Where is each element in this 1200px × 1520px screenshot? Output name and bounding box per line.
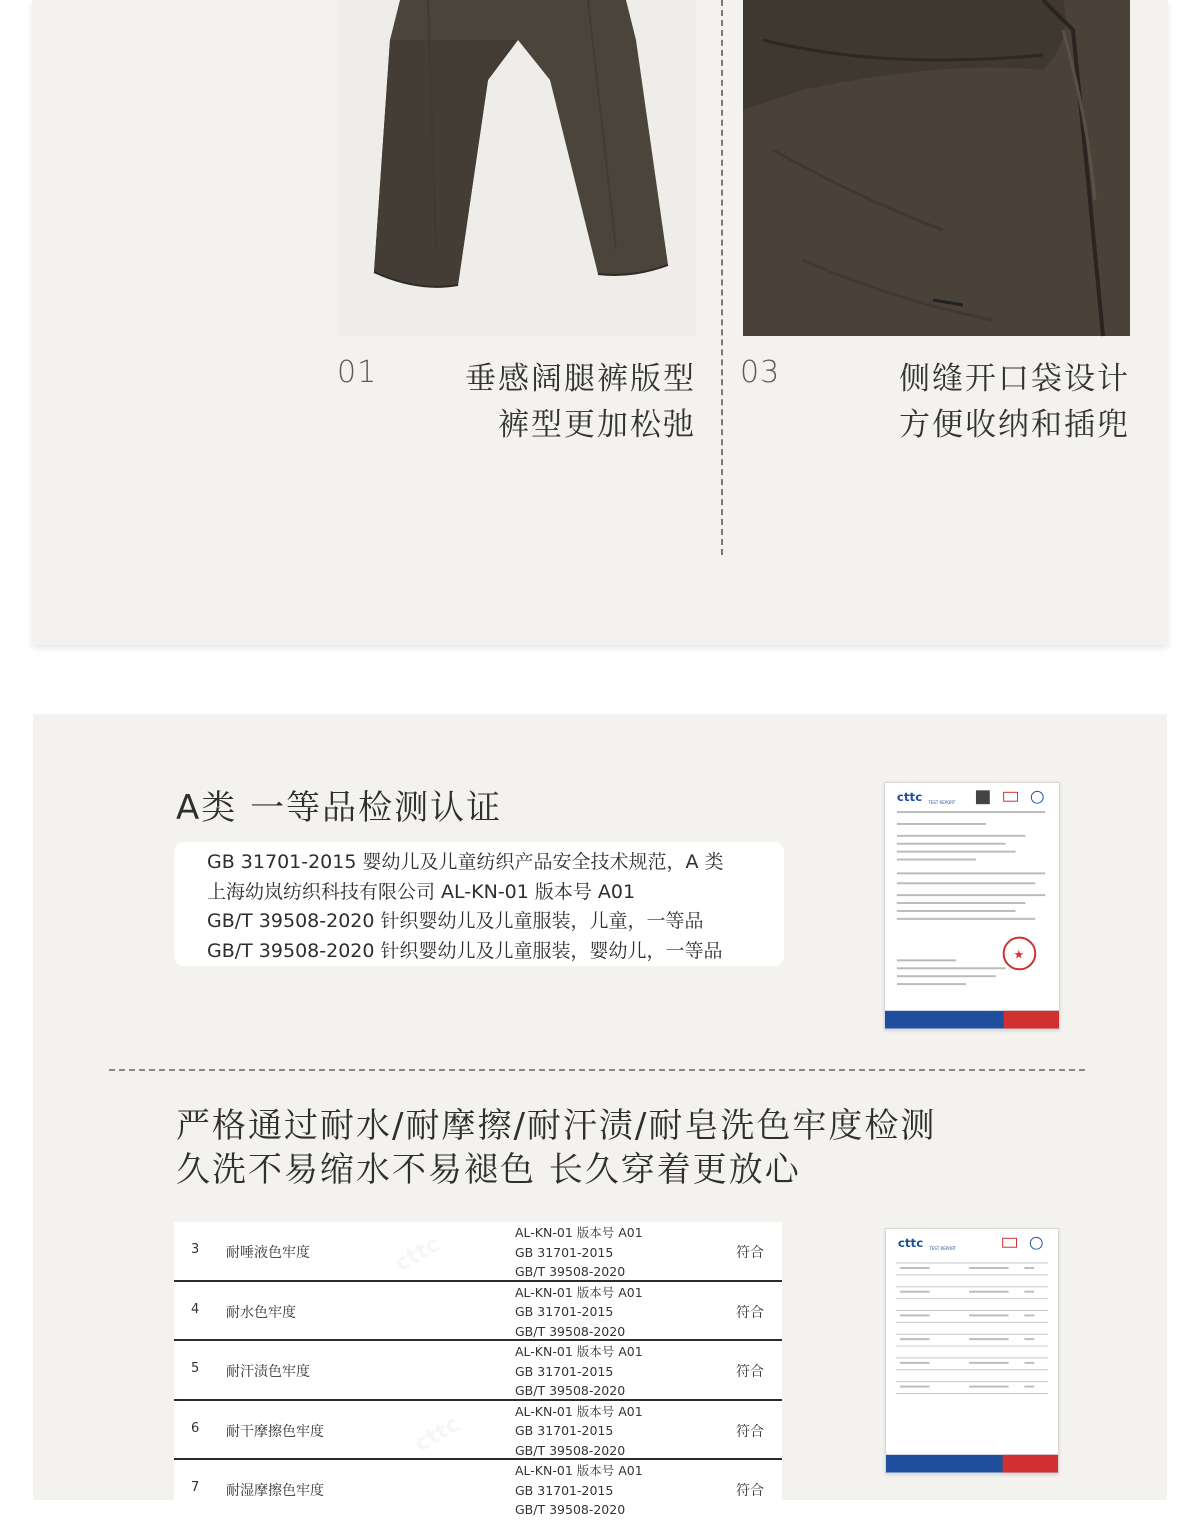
table-row — [174, 1401, 782, 1461]
heading-line: 严格通过耐水/耐摩擦/耐汗渍/耐皂洗色牢度检测 — [176, 1106, 937, 1146]
standard-item: GB 31701-2015 婴幼儿及儿童纺织产品安全技术规范，A 类 — [207, 851, 724, 873]
test-result: 符合 — [736, 1483, 764, 1499]
row-number: 3 — [191, 1242, 200, 1257]
standard: AL-KN-01 版本号 A01 — [515, 1225, 643, 1240]
standard: GB/T 39508-2020 — [515, 1264, 626, 1279]
test-result: 符合 — [736, 1364, 764, 1380]
table-row — [174, 1282, 782, 1342]
test-item: 耐汗渍色牢度 — [226, 1364, 310, 1380]
vertical-divider — [721, 0, 723, 555]
colorfastness-heading — [176, 1104, 936, 1192]
test-result: 符合 — [736, 1245, 764, 1261]
test-standards — [515, 1342, 643, 1401]
feature-number: 01 — [337, 355, 378, 390]
standard: GB 31701-2015 — [515, 1304, 614, 1319]
test-result: 符合 — [736, 1423, 764, 1440]
standard: GB 31701-2015 — [515, 1244, 614, 1260]
report-logo: cttc — [896, 790, 923, 805]
test-standards — [515, 1283, 643, 1342]
heading-line: 久洗不易缩水不易褪色 长久穿着更放心 — [176, 1150, 801, 1190]
colorfastness-table — [174, 1222, 782, 1520]
test-standards — [515, 1402, 643, 1461]
feature-line: 裤型更加松弛 — [498, 407, 696, 443]
table-row — [174, 1341, 782, 1401]
test-item: 耐干摩擦色牢度 — [226, 1423, 324, 1440]
standard: GB 31701-2015 — [515, 1363, 614, 1379]
side-pocket-closeup-photo — [743, 0, 1130, 336]
feature-description-side-pocket — [832, 356, 1130, 448]
svg-text:★: ★ — [1013, 947, 1025, 962]
standard: AL-KN-01 版本号 A01 — [515, 1403, 643, 1419]
report-label: TEST REPORT — [928, 800, 956, 806]
feature-description-wide-leg — [432, 356, 696, 448]
table-row — [174, 1222, 782, 1282]
report-logo: cttc — [897, 1236, 924, 1251]
report-label: TEST REPORT — [929, 1246, 957, 1252]
standard: GB 31701-2015 — [515, 1423, 614, 1438]
test-item: 耐唾液色牢度 — [226, 1245, 310, 1261]
standard-item: GB/T 39508-2020 针织婴幼儿及儿童服装，婴幼儿，一等品 — [207, 939, 723, 962]
certification-title: A类 一等品检测认证 — [176, 788, 503, 828]
standard: GB/T 39508-2020 — [515, 1442, 626, 1458]
feature-card — [32, 0, 1168, 645]
certification-panel — [33, 714, 1167, 1517]
standard-item: GB/T 39508-2020 针织婴幼儿及儿童服装，儿童，一等品 — [207, 910, 704, 932]
wide-leg-pants-photo — [338, 0, 696, 336]
row-number: 6 — [191, 1420, 200, 1436]
standard: AL-KN-01 版本号 A01 — [515, 1344, 643, 1359]
feature-number: 03 — [740, 355, 781, 390]
test-item: 耐水色牢度 — [226, 1304, 296, 1321]
feature-line: 垂感阔腿裤版型 — [465, 361, 696, 397]
test-item: 耐湿摩擦色牢度 — [226, 1483, 324, 1499]
standard-item: 上海幼岚纺织科技有限公司 AL-KN-01 版本号 A01 — [207, 880, 636, 903]
feature-line: 方便收纳和插兜 — [899, 407, 1130, 443]
standard: GB/T 39508-2020 — [515, 1502, 626, 1517]
feature-line: 侧缝开口袋设计 — [899, 361, 1130, 397]
standard: GB/T 39508-2020 — [515, 1323, 626, 1339]
standard: AL-KN-01 版本号 A01 — [515, 1284, 643, 1300]
standards-list — [174, 842, 784, 966]
row-number: 5 — [191, 1361, 200, 1376]
table-row — [174, 1460, 782, 1520]
test-standards — [515, 1223, 643, 1282]
standard: AL-KN-01 版本号 A01 — [515, 1463, 643, 1478]
colorfastness-report-image — [885, 1228, 1059, 1474]
test-standards — [515, 1461, 643, 1520]
standard: GB/T 39508-2020 — [515, 1383, 626, 1398]
row-number: 7 — [191, 1480, 200, 1495]
test-result: 符合 — [736, 1304, 764, 1321]
row-number: 4 — [191, 1301, 200, 1317]
horizontal-divider — [109, 1069, 1085, 1071]
standard: GB 31701-2015 — [515, 1482, 614, 1498]
test-report-image — [884, 782, 1060, 1030]
